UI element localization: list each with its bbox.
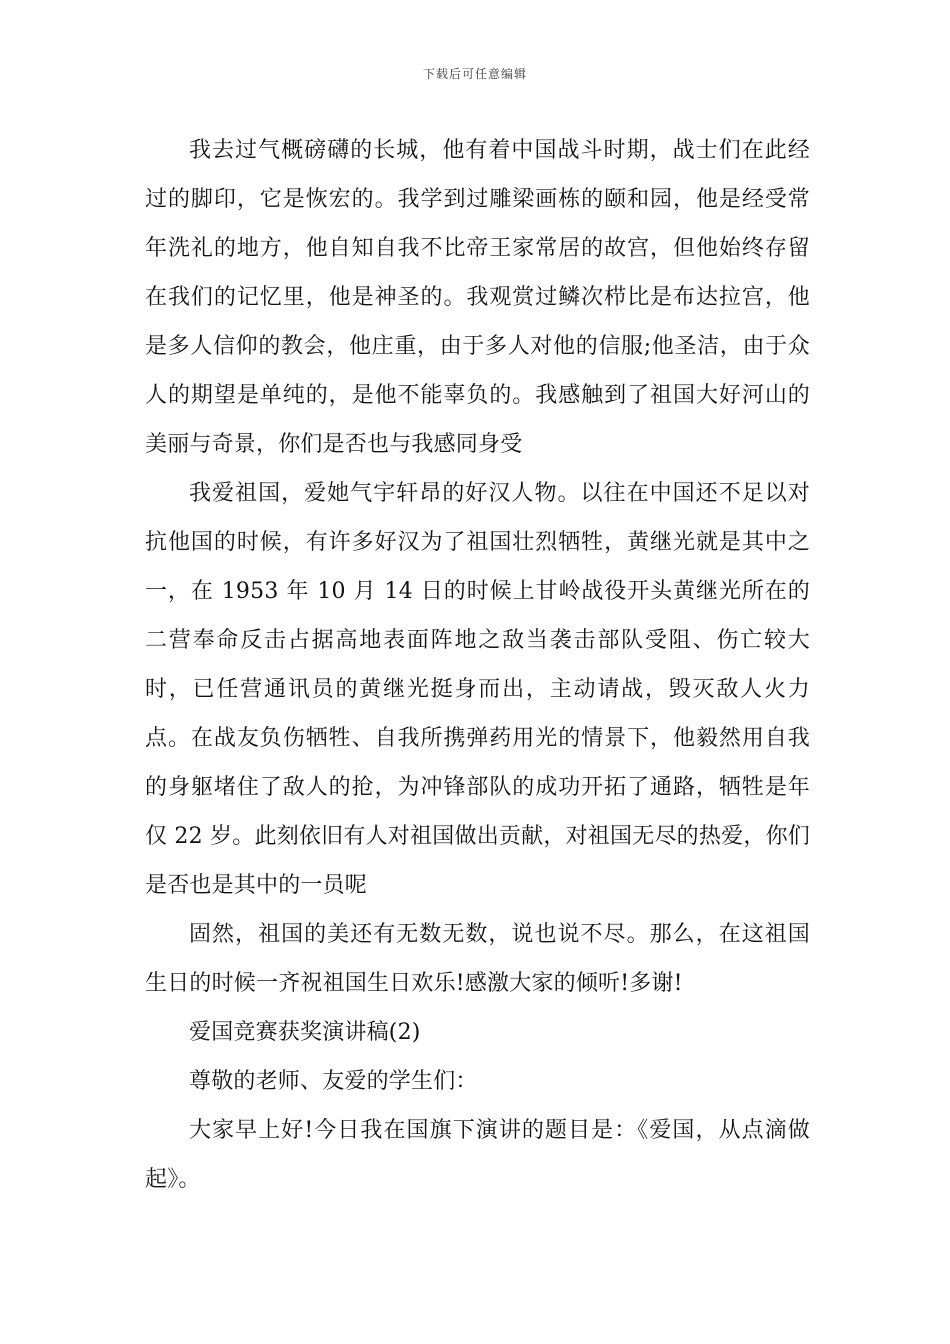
paragraph-closing: 固然，祖国的美还有无数无数，说也说不尽。那么，在这祖国生日的时候一齐祝祖国生日欢乐!感激大家的倾听!多谢! [145,922,810,996]
speech-salutation: 尊敬的老师、友爱的学生们： [189,1069,478,1094]
page-header: 下载后可任意编辑 [422,67,527,81]
speech-opening: 大家早上好!今日我在国旗下演讲的题目是：《爱国，从点滴做起》。 [145,1118,810,1192]
paragraph-heroes: 我爱祖国，爱她气宇轩昂的好汉人物。以往在中国还不足以对抗他国的时候，有许多好汉为了祖国壮烈牺牲，黄继光就是其中之一，在 1953 年 10 月 14 日的时候上甘岭战役开头黄继光所在的二营奉命反击占据高地表面阵地之敌当袭击部队受阻、伤亡较大时，已任营通讯员的黄继光挺身而出，主动请战，毁灭敌人火力点。在战友负伤牺牲、自我所携弹药用光的情景下，他毅然用自我的身躯堵住了敌人的抢，为冲锋部队的成功开拓了通路，牺牲是年仅 22 岁。此刻依旧有人对祖国做出贡献，对祖国无尽的热爱，你们是否也是其中的一员呢 [145,481,810,898]
speech-title: 爱国竞赛获奖演讲稿(2) [189,1020,421,1045]
paragraph-great-wall: 我去过气概磅礴的长城，他有着中国战斗时期，战士们在此经过的脚印，它是恢宏的。我学到过雕梁画栋的颐和园，他是经受常年洗礼的地方，他自知自我不比帝王家常居的故宫，但他始终存留在我们的记忆里，他是神圣的。我观赏过鳞次栉比是布达拉宫，他是多人信仰的教会，他庄重，由于多人对他的信服;他圣洁，由于众人的期望是单纯的，是他不能辜负的。我感触到了祖国大好河山的美丽与奇景，你们是否也与我感同身受 [145,138,810,457]
document-body [145,126,810,1204]
